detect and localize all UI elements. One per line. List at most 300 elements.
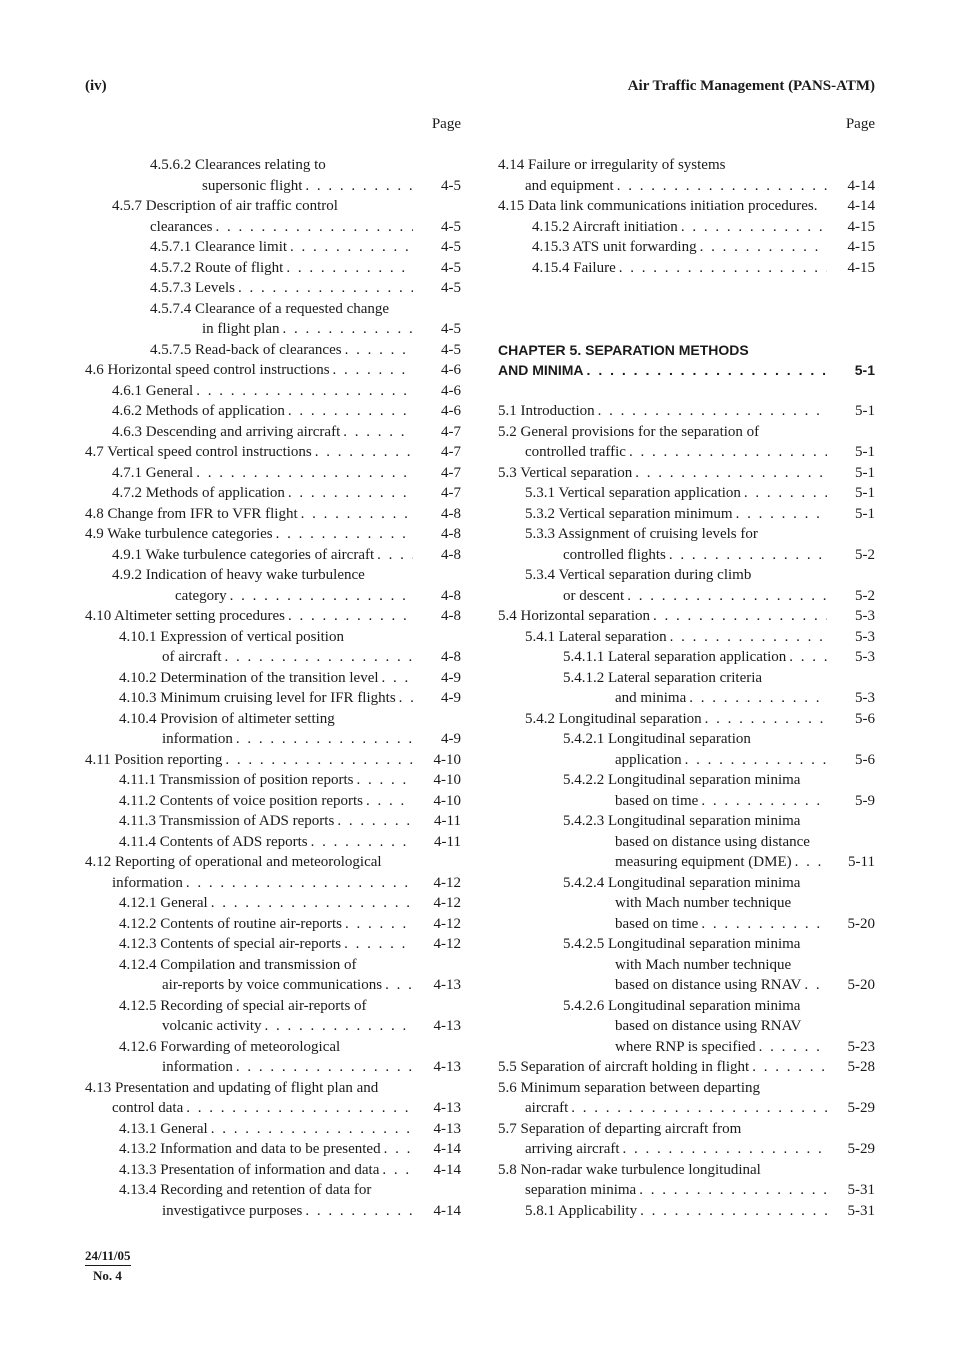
toc-leader-dots (283, 319, 414, 340)
toc-page-number[interactable]: 4-14 (433, 1141, 461, 1157)
toc-leader-dots (689, 688, 827, 709)
toc-leader-dots (311, 832, 413, 853)
toc-page-number[interactable]: 5-3 (855, 608, 875, 624)
toc-page-number[interactable]: 5-2 (855, 587, 875, 604)
toc-entry-title[interactable]: 4.9.2 Indication of heavy wake turbulence (112, 567, 365, 583)
toc-entry (498, 463, 875, 484)
toc-entry-title[interactable]: 4.15.4 Failure (532, 259, 616, 276)
toc-entry-title[interactable]: 5.8 Non-radar wake turbulence longitudinal (498, 1161, 761, 1178)
toc-page-number[interactable]: 4-8 (441, 608, 461, 624)
toc-entry-title[interactable]: 4.12.5 Recording of special air-reports of (119, 997, 367, 1014)
toc-entry-title[interactable]: 4.6.2 Methods of application (112, 403, 285, 419)
toc-entry-title[interactable]: 5.8.1 Applicability (525, 1202, 638, 1219)
toc-leader-dots (276, 524, 413, 545)
toc-leader-dots (700, 237, 827, 258)
toc-entry (85, 934, 461, 955)
toc-entry (498, 1037, 875, 1058)
toc-entry (85, 1078, 461, 1099)
toc-page-number[interactable]: 5-3 (855, 690, 875, 706)
toc-entry-title[interactable]: or descent (563, 587, 625, 604)
toc-entry (498, 975, 875, 996)
toc-page-number[interactable]: 4-12 (433, 915, 461, 932)
toc-page-number[interactable]: 4-7 (441, 464, 461, 481)
toc-page-number[interactable]: 4-5 (441, 259, 461, 276)
toc-entry-title[interactable]: 5.4.2.5 Longitudinal separation minima (563, 936, 801, 952)
toc-page-number[interactable]: 5-1 (855, 444, 875, 460)
header-section-number: (iv) (85, 78, 107, 94)
toc-entry-title[interactable]: 4.13.3 Presentation of information and data (119, 1161, 380, 1178)
toc-entry-title[interactable]: where RNP is specified (615, 1038, 756, 1055)
toc-leader-dots (701, 914, 827, 935)
toc-entry (85, 524, 461, 545)
toc-page-number[interactable]: 4-9 (441, 669, 461, 686)
toc-page-number[interactable]: 5-29 (847, 1100, 875, 1116)
toc-leader-dots (377, 545, 413, 566)
toc-page-number[interactable]: 4-13 (433, 977, 461, 993)
toc-leader-dots (315, 442, 413, 463)
toc-entry (498, 1098, 875, 1119)
footer-date: 24/11/05 (85, 1248, 131, 1266)
toc-entry-title[interactable]: 4.9 Wake turbulence categories (85, 526, 273, 542)
toc-entry (85, 545, 461, 566)
toc-entry (85, 811, 461, 832)
toc-leader-dots (211, 1119, 413, 1140)
toc-leader-dots (345, 914, 413, 935)
toc-entry-title[interactable]: air-reports by voice communications (162, 977, 383, 993)
toc-page-number[interactable]: 5-29 (847, 1141, 875, 1157)
toc-entry-title[interactable]: 4.10.2 Determination of the transition level (119, 669, 379, 686)
toc-entry-title[interactable]: separation minima (525, 1182, 637, 1198)
toc-entry-title[interactable]: based on time (615, 915, 699, 932)
toc-entry (498, 606, 875, 627)
toc-leader-dots (617, 176, 827, 197)
toc-entry-title[interactable]: 4.5.7.2 Route of flight (150, 259, 284, 276)
toc-page-number[interactable]: 4-14 (847, 198, 875, 214)
toc-entry-title[interactable]: control data (112, 1100, 184, 1116)
toc-entry-title[interactable]: 4.5.7.5 Read-back of clearances (150, 341, 342, 358)
toc-entry-title[interactable]: with Mach number technique (615, 895, 792, 911)
toc-entry (498, 955, 875, 976)
toc-entry-title[interactable]: based on distance using distance (615, 833, 810, 850)
toc-entry-title[interactable]: based on distance using RNAV (615, 1018, 802, 1034)
toc-entry-title[interactable]: category (175, 587, 227, 604)
toc-leader-dots (265, 1016, 413, 1037)
toc-entry (85, 914, 461, 935)
toc-entry (498, 442, 875, 463)
toc-page-number[interactable]: 4-6 (441, 403, 461, 419)
toc-leader-dots (288, 483, 413, 504)
toc-page-number[interactable]: 4-14 (847, 177, 875, 194)
toc-entry-title[interactable]: 5.1 Introduction (498, 403, 595, 419)
toc-entry-title[interactable]: CHAPTER 5. SEPARATION METHODS (498, 341, 749, 358)
toc-page-number[interactable]: 4-13 (433, 1059, 461, 1075)
toc-entry (85, 422, 461, 443)
toc-entry (85, 668, 461, 689)
toc-page-number[interactable]: 5-11 (848, 854, 875, 870)
toc-entry-title[interactable]: 4.12.6 Forwarding of meteorological (119, 1038, 341, 1055)
toc-leader-dots (288, 401, 413, 422)
toc-leader-dots (236, 729, 413, 750)
toc-page-number[interactable]: 4-15 (847, 218, 875, 235)
toc-page-number[interactable]: 5-28 (847, 1059, 875, 1075)
toc-page-number[interactable]: 5-9 (855, 792, 875, 809)
toc-page-number[interactable]: 5-20 (847, 915, 875, 932)
toc-entry-title[interactable]: in flight plan (202, 321, 280, 337)
toc-entry-title[interactable]: 4.8 Change from IFR to VFR flight (85, 505, 298, 522)
toc-entry (85, 237, 461, 258)
toc-page-number[interactable]: 4-13 (433, 1100, 461, 1116)
page-column-label-right: Page (845, 116, 875, 132)
toc-page-number[interactable]: 5-20 (847, 977, 875, 993)
toc-entry (498, 176, 875, 197)
toc-entry (498, 688, 875, 709)
toc-entry-title[interactable]: 5.3.2 Vertical separation minimum (525, 505, 733, 522)
toc-entry-title[interactable]: 5.4.2 Longitudinal separation (525, 710, 702, 727)
toc-leader-dots (356, 770, 413, 791)
toc-entry (85, 319, 461, 340)
toc-page-number[interactable]: 4-5 (441, 341, 461, 358)
toc-entry-title[interactable]: 4.5.7.1 Clearance limit (150, 239, 288, 255)
toc-leader-dots (681, 217, 827, 238)
toc-page-number[interactable]: 5-31 (847, 1202, 875, 1219)
toc-leader-dots (587, 360, 827, 381)
toc-entry-title[interactable]: information (112, 874, 183, 891)
toc-entry (498, 729, 875, 750)
toc-page-number[interactable]: 4-5 (441, 177, 461, 194)
toc-entry-title[interactable]: 4.13 Presentation and updating of flight plan and (85, 1079, 379, 1096)
toc-entry-title[interactable]: 4.6.1 General (112, 382, 194, 399)
toc-entry (85, 565, 461, 586)
toc-leader-dots (598, 401, 827, 422)
toc-leader-dots (653, 606, 827, 627)
toc-entry-title[interactable]: supersonic flight (202, 177, 303, 194)
toc-page-number[interactable]: 4-5 (441, 218, 461, 235)
toc-entry-title[interactable]: 4.10.1 Expression of vertical position (119, 628, 344, 645)
toc-page-number[interactable]: 4-12 (433, 936, 461, 952)
toc-leader-dots (238, 278, 413, 299)
toc-entry-title[interactable]: 5.4.1.1 Lateral separation application (563, 649, 787, 665)
toc-entry (498, 832, 875, 853)
toc-entry-title[interactable]: of aircraft (162, 649, 222, 665)
toc-entry (85, 299, 461, 320)
toc-entry-title[interactable]: 4.11 Position reporting (85, 751, 223, 768)
toc-entry-title[interactable]: 4.15.2 Aircraft initiation (532, 218, 678, 235)
toc-page-number[interactable]: 4-6 (441, 362, 461, 378)
toc-entry-title[interactable]: 4.5.7.4 Clearance of a requested change (150, 300, 390, 317)
toc-entry-title[interactable]: 4.11.3 Transmission of ADS reports (119, 813, 335, 829)
toc-entry (85, 1160, 461, 1181)
toc-leader-dots (752, 1057, 827, 1078)
toc-page-number[interactable]: 5-23 (847, 1038, 875, 1055)
toc-entry (498, 360, 875, 381)
toc-entry-title[interactable]: 5.4.2.6 Longitudinal separation minima (563, 997, 801, 1014)
toc-entry-title[interactable]: 5.7 Separation of departing aircraft from (498, 1120, 742, 1137)
page-column-label-left: Page (431, 116, 461, 132)
toc-entry-title[interactable]: 5.4.2.4 Longitudinal separation minima (563, 874, 801, 891)
toc-entry-title[interactable]: 5.3 Vertical separation (498, 464, 633, 481)
toc-leader-dots (385, 975, 413, 996)
toc-entry-title[interactable]: 4.10.3 Minimum cruising level for IFR flights (119, 690, 396, 706)
toc-page-number[interactable]: 4-7 (441, 485, 461, 501)
toc-entry (498, 852, 875, 873)
toc-entry-title[interactable]: clearances (150, 218, 213, 235)
toc-entry (498, 934, 875, 955)
toc-entry-title[interactable]: 4.13.1 General (119, 1120, 208, 1137)
toc-page-number[interactable]: 4-15 (847, 239, 875, 255)
toc-entry-title[interactable]: 4.12.3 Contents of special air-reports (119, 936, 342, 952)
toc-page-number[interactable]: 4-10 (433, 751, 461, 768)
toc-entry (85, 729, 461, 750)
toc-leader-dots (343, 422, 413, 443)
toc-entry-title[interactable]: 4.6.3 Descending and arriving aircraft (112, 423, 341, 440)
toc-entry-title[interactable]: 4.11.1 Transmission of position reports (119, 772, 354, 788)
toc-page-number[interactable]: 4-5 (441, 239, 461, 255)
toc-page-number[interactable]: 4-11 (434, 833, 461, 850)
toc-page-number[interactable]: 4-8 (441, 505, 461, 522)
toc-entry (85, 258, 461, 279)
toc-page-number[interactable]: 5-1 (855, 464, 875, 481)
toc-leader-dots (744, 483, 827, 504)
toc-page-number[interactable]: 4-5 (441, 321, 461, 337)
toc-entry-title[interactable]: 4.10 Altimeter setting procedures (85, 608, 285, 624)
toc-entry (498, 709, 875, 730)
toc-leader-dots (670, 627, 827, 648)
toc-entry-title[interactable]: information (162, 731, 233, 747)
toc-entry-title[interactable]: and minima (615, 690, 687, 706)
toc-entry-title[interactable]: application (615, 751, 682, 768)
toc-leader-dots (669, 545, 827, 566)
toc-entry (85, 360, 461, 381)
toc-entry-title[interactable]: volcanic activity (162, 1018, 262, 1034)
toc-page-number[interactable]: 4-9 (441, 690, 461, 706)
toc-leader-dots (382, 1160, 413, 1181)
toc-leader-dots (288, 606, 413, 627)
toc-entry-title[interactable]: 4.13.2 Information and data to be presented (119, 1141, 381, 1157)
toc-entry (85, 1098, 461, 1119)
toc-entry (498, 914, 875, 935)
toc-entry-title[interactable]: and equipment (525, 177, 614, 194)
toc-entry (498, 545, 875, 566)
toc-entry (85, 586, 461, 607)
toc-page-number[interactable]: 4-13 (433, 1120, 461, 1137)
toc-entry (85, 1139, 461, 1160)
toc-entry-title[interactable]: 4.5.7.3 Levels (150, 280, 235, 296)
toc-entry-title[interactable]: 4.12.2 Contents of routine air-reports (119, 915, 342, 932)
toc-entry-title[interactable]: 5.5 Separation of aircraft holding in flight (498, 1059, 750, 1075)
toc-entry-title[interactable]: 5.4.2.1 Longitudinal separation (563, 731, 751, 747)
toc-entry (85, 688, 461, 709)
toc-entry (85, 791, 461, 812)
toc-entry (498, 873, 875, 894)
toc-entry-title[interactable]: 4.11.2 Contents of voice position reports (119, 792, 363, 809)
toc-page-number[interactable]: 4-8 (441, 546, 461, 563)
toc-entry-title[interactable]: 4.7.2 Methods of application (112, 485, 285, 501)
toc-entry (85, 975, 461, 996)
toc-entry-title[interactable]: 4.7.1 General (112, 464, 194, 481)
toc-leader-dots (382, 668, 413, 689)
toc-entry-title[interactable]: 4.14 Failure or irregularity of systems (498, 157, 726, 173)
toc-page-number[interactable]: 5-6 (855, 751, 875, 768)
toc-entry (498, 586, 875, 607)
toc-leader-dots (230, 586, 413, 607)
toc-entry (85, 1016, 461, 1037)
toc-page-number[interactable]: 4-10 (433, 772, 461, 788)
toc-entry (85, 873, 461, 894)
toc-entry (498, 524, 875, 545)
toc-entry (498, 1078, 875, 1099)
toc-page-number[interactable]: 4-12 (433, 874, 461, 891)
toc-page-number[interactable]: 5-2 (855, 546, 875, 563)
toc-entry (85, 1201, 461, 1222)
toc-entry (85, 278, 461, 299)
toc-spacer (498, 299, 875, 320)
toc-entry-title[interactable]: AND MINIMA (498, 362, 584, 378)
toc-entry (85, 996, 461, 1017)
toc-entry-title[interactable]: 4.5.7 Description of air traffic control (112, 198, 338, 214)
toc-page-number[interactable]: 4-15 (847, 259, 875, 276)
toc-leader-dots (619, 258, 827, 279)
toc-leader-dots (366, 791, 413, 812)
toc-page-number[interactable]: 4-8 (441, 649, 461, 665)
toc-entry (498, 627, 875, 648)
toc-page-number[interactable]: 5-6 (855, 710, 875, 727)
toc-entry-title[interactable]: 5.3.3 Assignment of cruising levels for (525, 526, 758, 542)
toc-entry-title[interactable]: measuring equipment (DME) (615, 854, 792, 870)
toc-entry (498, 422, 875, 443)
toc-page-number[interactable]: 4-10 (433, 792, 461, 809)
toc-entry-title[interactable]: 4.12 Reporting of operational and meteorological (85, 854, 382, 870)
toc-entry-title[interactable]: aircraft (525, 1100, 569, 1116)
toc-entry (498, 401, 875, 422)
toc-page-number[interactable]: 4-7 (441, 444, 461, 460)
toc-entry (85, 1119, 461, 1140)
toc-entry-title[interactable]: controlled traffic (525, 444, 626, 460)
toc-leader-dots (344, 934, 413, 955)
toc-entry-title[interactable]: 4.10.4 Provision of altimeter setting (119, 710, 335, 727)
toc-page-number[interactable]: 5-1 (854, 362, 875, 378)
toc-entry-title[interactable]: 5.2 General provisions for the separation of (498, 423, 760, 440)
toc-entry (85, 217, 461, 238)
toc-entry (498, 791, 875, 812)
toc-leader-dots (384, 1139, 413, 1160)
toc-entry-title[interactable]: 5.3.1 Vertical separation application (525, 485, 741, 501)
toc-entry-title[interactable]: 4.15 Data link communications initiation procedures. (498, 198, 818, 214)
toc-entry (498, 196, 875, 217)
toc-entry-title[interactable]: 4.7 Vertical speed control instructions (85, 444, 312, 460)
toc-page-number[interactable]: 5-1 (855, 403, 875, 419)
toc-entry-title[interactable]: 4.12.4 Compilation and transmission of (119, 956, 357, 973)
toc-page-number[interactable]: 5-1 (855, 505, 875, 522)
toc-page-number[interactable]: 4-9 (441, 731, 461, 747)
toc-entry (85, 504, 461, 525)
toc-page-number[interactable]: 4-11 (434, 813, 461, 829)
toc-page-number[interactable]: 5-1 (855, 485, 875, 501)
toc-spacer (498, 381, 875, 402)
toc-page-number[interactable]: 4-7 (441, 423, 461, 440)
toc-entry-title[interactable]: based on time (615, 792, 699, 809)
toc-entry-title[interactable]: arriving aircraft (525, 1141, 620, 1157)
toc-leader-dots (186, 873, 413, 894)
toc-entry (85, 647, 461, 668)
toc-entry-title[interactable]: based on distance using RNAV (615, 977, 802, 993)
toc-page-number[interactable]: 4-8 (441, 526, 461, 542)
toc-page-number[interactable]: 5-3 (855, 649, 875, 665)
toc-leader-dots (759, 1037, 827, 1058)
toc-entry (498, 1139, 875, 1160)
toc-entry (85, 155, 461, 176)
toc-leader-dots (196, 463, 413, 484)
toc-leader-dots (629, 442, 827, 463)
toc-leader-dots (639, 1180, 827, 1201)
toc-leader-dots (627, 586, 827, 607)
toc-entry-title[interactable]: controlled flights (563, 546, 666, 563)
toc-leader-dots (236, 1057, 413, 1078)
toc-page-number[interactable]: 4-6 (441, 382, 461, 399)
toc-entry-title[interactable]: 5.4.1 Lateral separation (525, 628, 667, 645)
toc-entry (498, 217, 875, 238)
toc-leader-dots (399, 688, 413, 709)
toc-entry-title[interactable]: 4.15.3 ATS unit forwarding (532, 239, 697, 255)
toc-page-number[interactable]: 4-14 (433, 1202, 461, 1219)
toc-entry-title[interactable]: 4.9.1 Wake turbulence categories of aircraft (112, 546, 375, 563)
toc-leader-dots (736, 504, 827, 525)
toc-entry-title[interactable]: information (162, 1059, 233, 1075)
toc-entry (85, 709, 461, 730)
toc-entry-title[interactable]: 4.5.6.2 Clearances relating to (150, 157, 326, 173)
toc-page-number[interactable]: 4-13 (433, 1018, 461, 1034)
toc-entry (498, 811, 875, 832)
toc-leader-dots (804, 975, 827, 996)
toc-entry (498, 340, 875, 361)
toc-left-column (85, 155, 461, 1221)
toc-right-column (498, 155, 875, 1221)
toc-leader-dots (290, 237, 413, 258)
toc-entry (498, 155, 875, 176)
toc-entry (498, 668, 875, 689)
toc-entry (498, 1180, 875, 1201)
toc-entry-title[interactable]: 5.4 Horizontal separation (498, 608, 651, 624)
toc-entry-title[interactable]: with Mach number technique (615, 956, 792, 973)
toc-entry-title[interactable]: investigativce purposes (162, 1202, 303, 1219)
toc-entry-title[interactable]: 4.12.1 General (119, 895, 208, 911)
toc-entry (498, 237, 875, 258)
toc-entry (498, 647, 875, 668)
toc-entry-title[interactable]: 5.3.4 Vertical separation during climb (525, 567, 752, 583)
toc-entry-title[interactable]: 4.13.4 Recording and retention of data for (119, 1182, 372, 1198)
toc-entry-title[interactable]: 4.6 Horizontal speed control instructions (85, 362, 330, 378)
toc-entry-title[interactable]: 5.4.2.2 Longitudinal separation minima (563, 772, 801, 788)
toc-entry (498, 504, 875, 525)
toc-entry (498, 565, 875, 586)
toc-entry-title[interactable]: 5.4.2.3 Longitudinal separation minima (563, 813, 801, 829)
toc-page-number[interactable]: 5-31 (847, 1182, 875, 1198)
toc-spacer (498, 319, 875, 340)
toc-leader-dots (635, 463, 827, 484)
toc-entry-title[interactable]: 4.11.4 Contents of ADS reports (119, 833, 308, 850)
toc-page-number[interactable]: 4-14 (433, 1161, 461, 1178)
toc-leader-dots (301, 504, 413, 525)
toc-page-number[interactable]: 5-3 (855, 628, 875, 645)
toc-page-number[interactable]: 4-12 (433, 895, 461, 911)
toc-entry-title[interactable]: 5.4.1.2 Lateral separation criteria (563, 669, 763, 686)
toc-page-number[interactable]: 4-8 (441, 587, 461, 604)
toc-page-number[interactable]: 4-5 (441, 280, 461, 296)
toc-entry (498, 893, 875, 914)
toc-entry (498, 1057, 875, 1078)
toc-entry-title[interactable]: 5.6 Minimum separation between departing (498, 1079, 761, 1096)
toc-spacer (498, 278, 875, 299)
toc-leader-dots (640, 1201, 827, 1222)
